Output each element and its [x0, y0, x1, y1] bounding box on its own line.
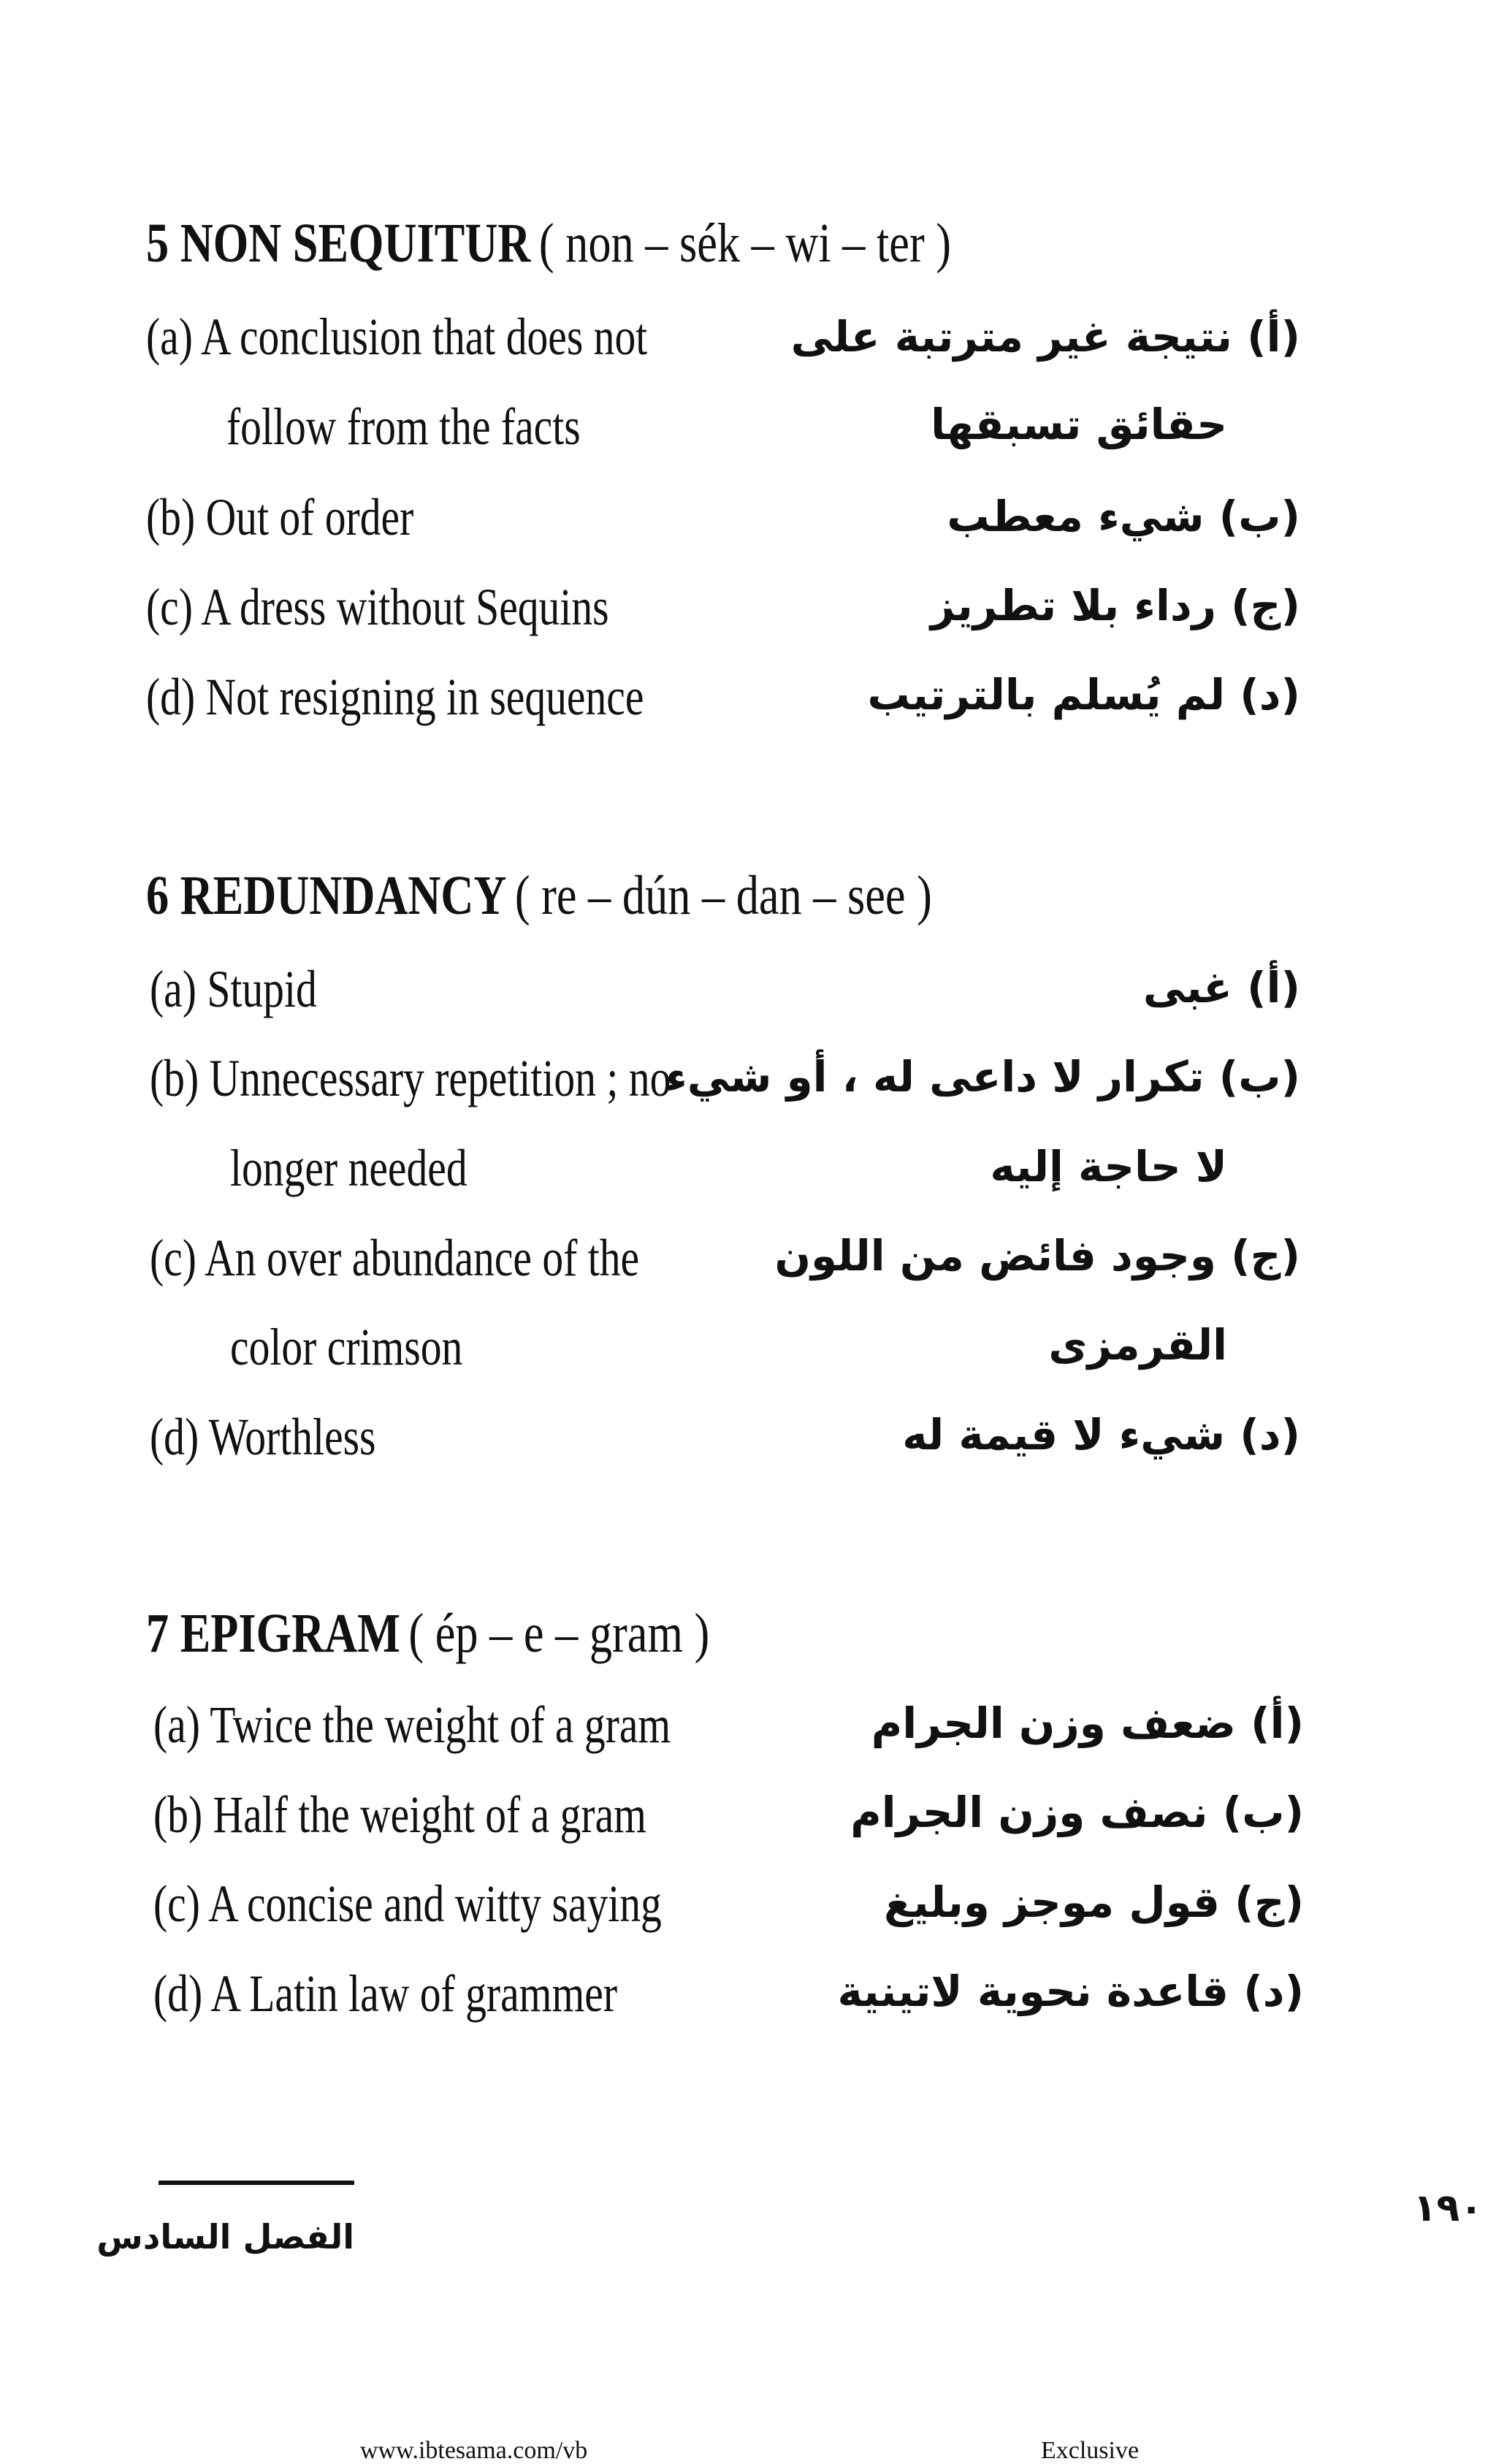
- entry-word: REDUNDANCY: [180, 865, 507, 926]
- footer-divider: [159, 2181, 354, 2185]
- entry-heading-6: [146, 865, 932, 926]
- option-arabic: (ب) شيء معطب: [947, 492, 1300, 541]
- option-english: (d) Not resigning in sequence: [146, 668, 644, 726]
- chapter-label: الفصل السادس: [96, 2217, 354, 2257]
- entry-pronunciation: ( ép – e – gram ): [408, 1603, 710, 1664]
- option-english: (a) Twice the weight of a gram: [153, 1696, 671, 1754]
- option-arabic: (د) شيء لا قيمة له: [902, 1410, 1300, 1460]
- website-url: www.ibtesama.com/vb: [360, 2437, 588, 2464]
- option-arabic-continued: حقائق تسبقها: [931, 400, 1227, 449]
- option-english: (a) Stupid: [150, 960, 317, 1018]
- entry-pronunciation: ( non – sék – wi – ter ): [538, 213, 952, 274]
- option-english: (b) Half the weight of a gram: [153, 1785, 646, 1844]
- exclusive-label: Exclusive: [1041, 2437, 1140, 2464]
- option-english: (c) A concise and witty saying: [153, 1874, 662, 1933]
- option-english-continued: color crimson: [230, 1318, 463, 1376]
- option-english-continued: longer needed: [230, 1139, 468, 1197]
- option-english: (d) Worthless: [150, 1408, 376, 1466]
- option-english: (a) A conclusion that does not: [146, 308, 648, 366]
- option-arabic: (أ) نتيجة غير مترتبة على: [790, 312, 1300, 362]
- entry-heading-5: [146, 213, 952, 274]
- option-arabic-continued: لا حاجة إليه: [990, 1142, 1227, 1191]
- option-arabic: (أ) ضعف وزن الجرام: [871, 1698, 1304, 1748]
- entry-number: 5: [146, 213, 169, 274]
- option-arabic: (ج) قول موجز وبليغ: [883, 1877, 1304, 1927]
- entry-word: EPIGRAM: [180, 1603, 400, 1664]
- option-english: (b) Out of order: [146, 488, 414, 546]
- option-arabic: (د) قاعدة نحوية لاتينية: [837, 1967, 1304, 2016]
- option-english: (c) A dress without Sequins: [146, 578, 609, 636]
- option-arabic: (ج) وجود فائض من اللون: [774, 1231, 1300, 1281]
- option-english: (d) A Latin law of grammer: [153, 1964, 618, 2023]
- entry-number: 6: [146, 865, 169, 926]
- entry-heading-7: [146, 1603, 710, 1664]
- entry-word: NON SEQUITUR: [180, 213, 531, 274]
- option-arabic: (ب) نصف وزن الجرام: [850, 1788, 1304, 1837]
- option-english: (c) An over abundance of the: [150, 1229, 640, 1287]
- option-arabic-continued: القرمزى: [1048, 1320, 1227, 1370]
- entry-pronunciation: ( re – dún – dan – see ): [514, 865, 932, 926]
- option-arabic: (ب) تكرار لا داعى له ، أو شيء: [665, 1052, 1300, 1102]
- option-english-continued: follow from the facts: [226, 397, 581, 456]
- option-arabic: (أ) غبى: [1142, 963, 1300, 1012]
- entry-number: 7: [146, 1603, 169, 1664]
- option-english: (b) Unnecessary repetition ; no: [150, 1049, 671, 1107]
- option-arabic: (ج) رداء بلا تطريز: [930, 581, 1300, 630]
- page-number: ١٩٠: [1413, 2186, 1483, 2230]
- option-arabic: (د) لم يُسلم بالترتيب: [867, 670, 1300, 720]
